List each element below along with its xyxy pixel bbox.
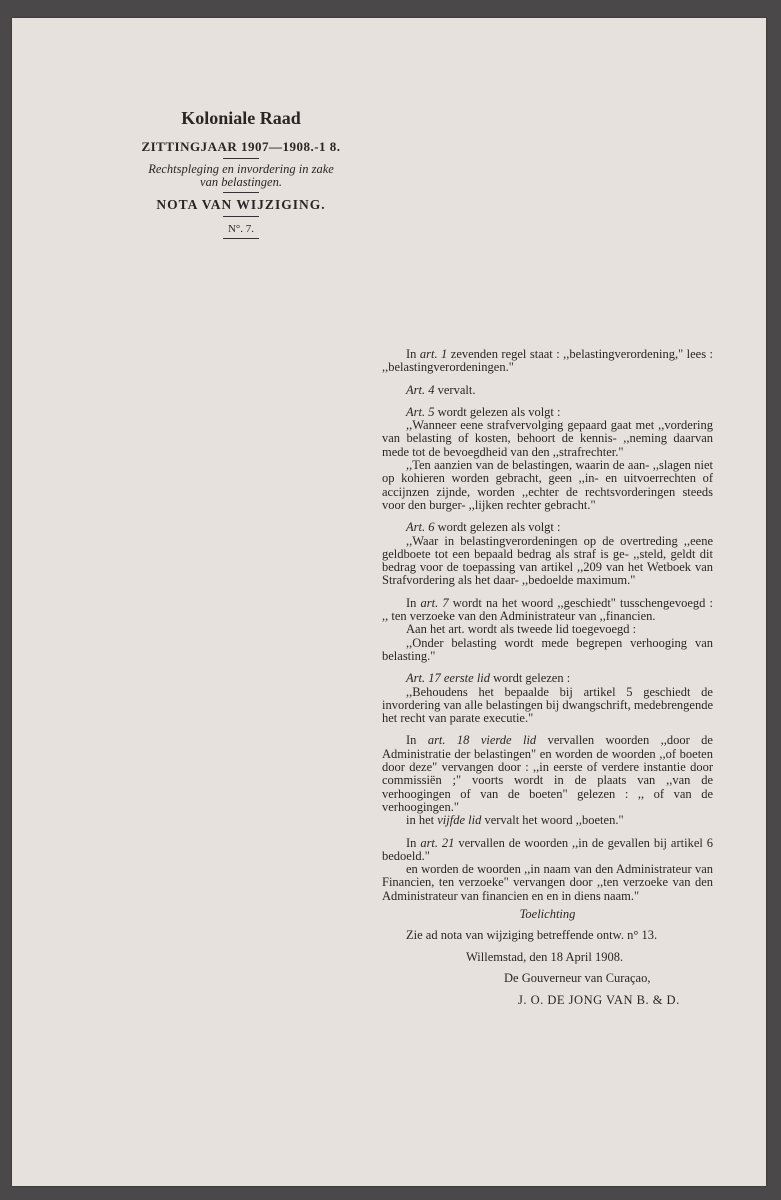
article-ref: vijfde lid xyxy=(437,813,482,828)
quote: ,,Waar in belastingverordeningen op de overtreding ,,eene geldboete tot een bepaald bedrag als straf is ge- ,,steld, geldt dit bedrag voor de toepassing van artikel ,,209 van het Wetboek van Strafvordering als het daar- ,,bedoelde maximum." xyxy=(382,533,713,588)
paragraph-art-7 xyxy=(382,597,713,663)
text: zevenden regel staat : ,,belastingverordening," lees : ,,belastingverordeningen." xyxy=(382,347,713,375)
article-ref: Art. 4 xyxy=(406,382,435,397)
text: vervalt het woord ,,boeten." xyxy=(481,813,624,828)
divider xyxy=(223,192,259,193)
text: in het xyxy=(406,813,438,828)
quote: ,,Wanneer eene strafvervolging gepaard gaat met ,,vordering van belasting of kosten, behoort de kennis- ,,neming daarvan mede tot de bevoegdheid van den ,,strafrechter." xyxy=(382,418,713,459)
divider xyxy=(223,216,259,217)
article-ref: Art. 5 xyxy=(406,404,435,419)
paragraph-art-18 xyxy=(382,734,713,827)
quote: ,,Onder belasting wordt mede begrepen verhooging van belasting." xyxy=(382,635,713,663)
paragraph-art-5 xyxy=(382,406,713,512)
signature-name: J. O. DE JONG VAN B. & D. xyxy=(518,993,680,1008)
paragraph-art-21 xyxy=(382,837,713,903)
text: In xyxy=(406,595,421,610)
text: wordt na het woord ,,geschiedt" tusschengevoegd : ,, ten verzoeke van den Administrateur van ,,financien. xyxy=(382,595,713,624)
gouverneur-title: De Gouverneur van Curaçao, xyxy=(504,970,651,985)
quote: en worden de woorden ,,in naam van den Administrateur van Financien, ten verzoeke" vervangen door ,,ten verzoeke van den Administrateur van financien en en in diens naam." xyxy=(382,862,713,903)
text: wordt gelezen : xyxy=(490,671,571,686)
nota-heading: NOTA VAN WIJZIGING. xyxy=(156,197,326,212)
header-title: Koloniale Raad xyxy=(181,108,301,128)
reference-note: Zie ad nota van wijziging betreffende ontw. n° 13. xyxy=(406,928,658,943)
paragraph-art-17 xyxy=(382,672,713,725)
toelichting-heading xyxy=(382,908,713,921)
article-ref: art. 7 xyxy=(420,595,449,610)
article-ref: art. 21 xyxy=(420,835,455,850)
article-ref: art. 1 xyxy=(419,347,448,361)
subject-line-2: van belastingen. xyxy=(200,175,282,189)
text: wordt gelezen als volgt : xyxy=(434,520,561,535)
text: In xyxy=(406,347,420,361)
subject-line-1: Rechtspleging en invordering in zake xyxy=(148,162,334,176)
divider xyxy=(223,158,259,159)
place-date: Willemstad, den 18 April 1908. xyxy=(466,949,624,964)
divider xyxy=(223,238,259,239)
paragraph-art-1 xyxy=(382,348,713,375)
text: vervallen de woorden ,,in de gevallen bij artikel 6 bedoeld." xyxy=(382,835,713,863)
document-page xyxy=(12,18,766,1186)
toelichting-label: Toelichting xyxy=(519,906,576,921)
subject xyxy=(112,163,370,189)
article-ref: Art. 17 eerste lid xyxy=(406,671,491,686)
document-number: N°. 7. xyxy=(227,223,255,235)
article-ref: art. 18 vierde lid xyxy=(427,733,537,748)
text: vervalt. xyxy=(434,382,476,397)
article-ref: Art. 6 xyxy=(406,520,435,535)
document-header xyxy=(112,108,370,242)
quote: ,,Ten aanzien van de belastingen, waarin de aan- ,,slagen niet op kohieren worden gebracht, geen ,,in- en uitvoerrechten of accijnzen zijnde, worden ,,echter de rechtsvorderingen steeds voor den burger- ,,lijken rechter gebracht." xyxy=(382,458,713,512)
session-year: ZITTINGJAAR 1907—1908.-1 8. xyxy=(141,139,341,154)
paragraph-art-4 xyxy=(382,384,713,397)
text: Aan het art. wordt als tweede lid toegevoegd : xyxy=(406,622,637,637)
text: vervallen woorden ,,door de Administratie der belastingen" en worden de woorden ,,of boeten door deze" vervangen door : ,,in eerste of verdere instantie door commissiën ;" voorts wordt in de plaats van ,,van de verhoogingen of van de boeten" gelezen : ,, of van de verhoogingen." xyxy=(382,733,713,814)
quote: ,,Behoudens het bepaalde bij artikel 5 geschiedt de invordering van alle belastingen bij dwangschrift, medebrengende het recht van parate executie." xyxy=(382,684,713,726)
text: In xyxy=(406,733,428,748)
text: In xyxy=(406,835,421,850)
paragraph-art-6 xyxy=(382,521,713,587)
text: wordt gelezen als volgt : xyxy=(434,404,561,419)
amendment-text xyxy=(382,348,713,1007)
